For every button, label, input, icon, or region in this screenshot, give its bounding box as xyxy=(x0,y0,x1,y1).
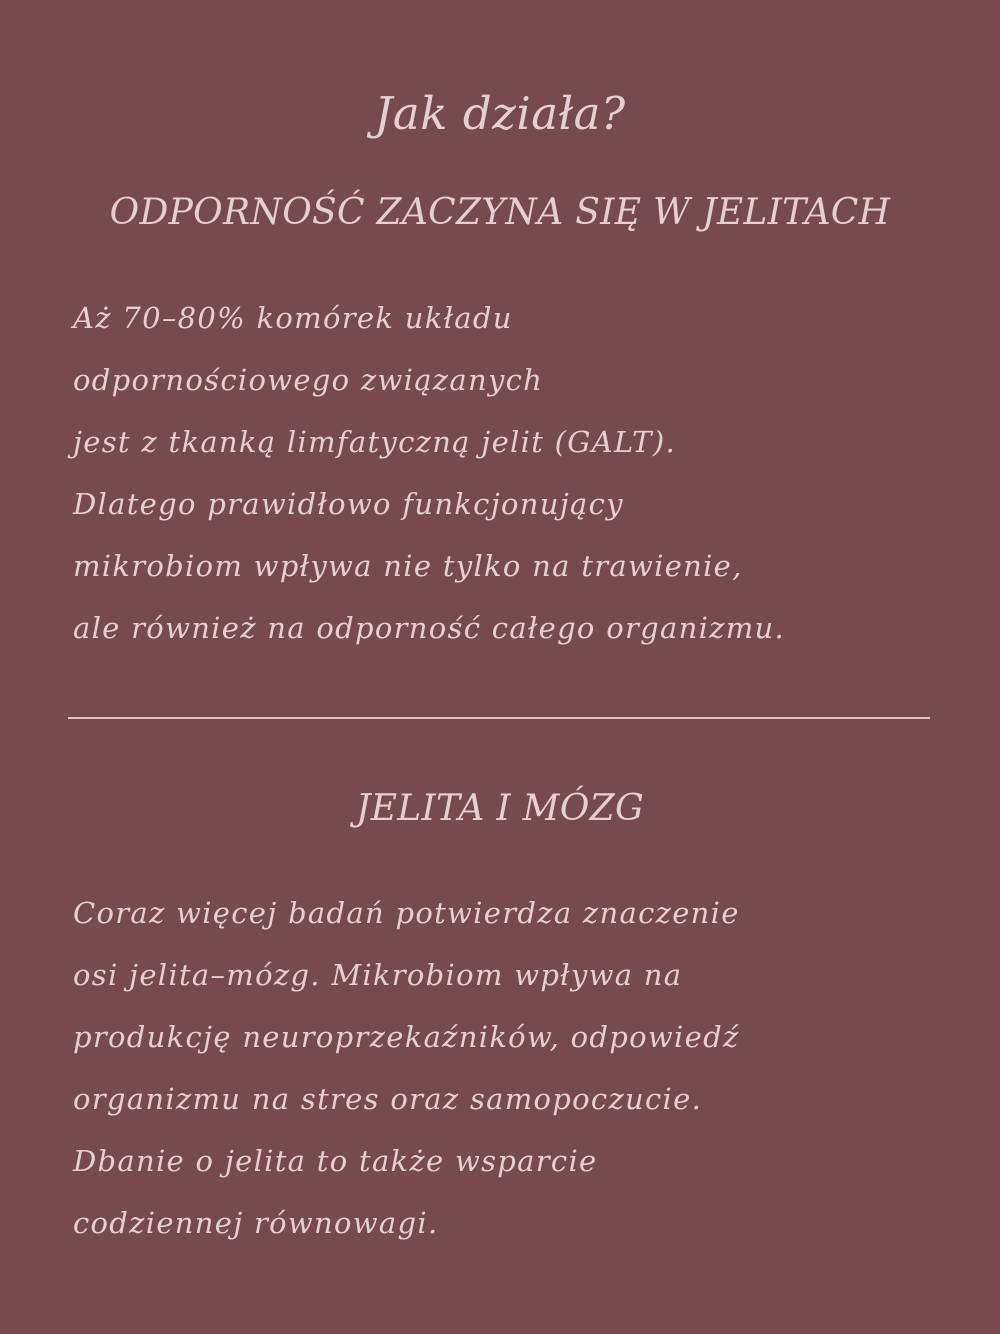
section-divider xyxy=(68,717,930,719)
text-line: osi jelita–mózg. Mikrobiom wpływa na xyxy=(73,958,683,992)
text-line: Dbanie o jelita to także wsparcie xyxy=(73,1144,598,1178)
text-line: odpornościowego związanych xyxy=(73,363,544,397)
text-line: Coraz więcej badań potwierdza znaczenie xyxy=(73,896,740,930)
page-title: Jak działa? xyxy=(374,87,626,140)
text-line: Dlatego prawidłowo funkcjonujący xyxy=(73,487,624,521)
section-title-gut-brain: JELITA I MÓZG xyxy=(355,788,645,829)
text-line: Aż 70–80% komórek układu xyxy=(73,301,513,335)
text-line: codziennej równowagi. xyxy=(73,1206,439,1240)
text-line: organizmu na stres oraz samopoczucie. xyxy=(73,1082,703,1116)
text-line: ale również na odporność całego organizmu. xyxy=(73,611,786,645)
text-line: produkcję neuroprzekaźników, odpowiedź xyxy=(73,1020,740,1054)
section-body-gut-brain xyxy=(73,882,963,1254)
text-line: jest z tkanką limfatyczną jelit (GALT). xyxy=(73,425,676,459)
section-body-immunity xyxy=(73,287,963,659)
text-line: mikrobiom wpływa nie tylko na trawienie, xyxy=(73,549,743,583)
section-title-immunity: ODPORNOŚĆ ZACZYNA SIĘ W JELITACH xyxy=(109,192,891,233)
